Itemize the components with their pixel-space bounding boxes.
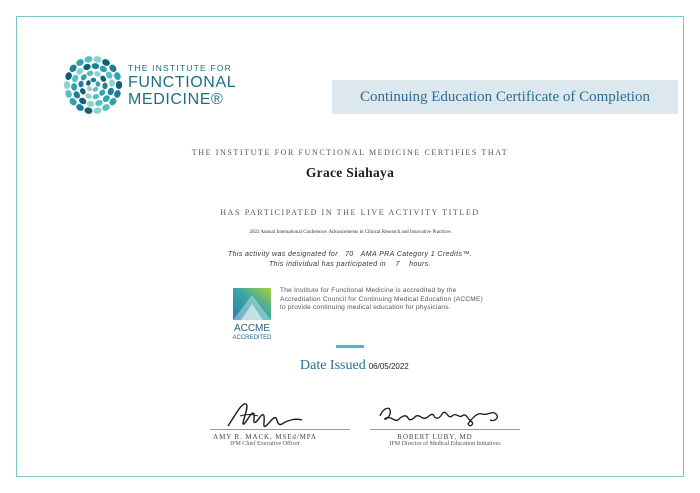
logo-dot bbox=[116, 81, 122, 89]
signatory-title-2: IFM Director of Medical Education Initiatives bbox=[389, 441, 501, 447]
logo-dot bbox=[78, 81, 84, 88]
logo-dot bbox=[64, 71, 73, 81]
participated-statement: HAS PARTICIPATED IN THE LIVE ACTIVITY TITLED bbox=[220, 208, 480, 217]
signatory-name-1: AMY R. MACK, MSEd/MPA bbox=[213, 433, 317, 441]
logo-dot bbox=[107, 87, 115, 96]
logo-dot bbox=[93, 107, 102, 115]
signatory-name-2: ROBERT LUBY, MD bbox=[397, 433, 473, 441]
logo-dot bbox=[84, 92, 92, 99]
logo-dot bbox=[95, 81, 100, 87]
logo-dot bbox=[93, 70, 101, 77]
logo-dot bbox=[91, 63, 99, 70]
credit-type: AMA PRA Category 1 Credits™. bbox=[360, 251, 473, 258]
logo-dot bbox=[75, 58, 85, 68]
logo-line-2: FUNCTIONAL bbox=[128, 73, 237, 91]
accme-logo-icon bbox=[231, 286, 273, 342]
accreditation-statement: The Institute for Functional Medicine is accredited by the Accreditation Council for Continuing Medical Education (ACCME) to provide continuing medical education for physicians. bbox=[280, 287, 483, 312]
logo-dot bbox=[92, 93, 100, 100]
logo-dot bbox=[71, 83, 78, 91]
ifm-logo-icon bbox=[62, 55, 124, 115]
hours-suffix: hours. bbox=[409, 260, 432, 268]
logo-dot bbox=[85, 80, 91, 87]
hours-line bbox=[0, 260, 700, 270]
signature-amy-mack bbox=[222, 396, 304, 432]
logo-dot bbox=[71, 74, 79, 83]
signatory-title-1: IFM Chief Executive Officer bbox=[230, 441, 300, 447]
hours-count: 7 bbox=[395, 260, 400, 268]
logo-dot bbox=[80, 73, 88, 81]
signature-line-2 bbox=[370, 429, 520, 430]
accme-logo-sublabel: ACCREDITED bbox=[232, 335, 272, 341]
logo-dot bbox=[98, 89, 106, 97]
ifm-logo-text bbox=[128, 64, 236, 108]
logo-dot bbox=[90, 78, 96, 83]
credit-count: 70 bbox=[345, 251, 354, 258]
logo-dot bbox=[86, 70, 94, 77]
logo-dot bbox=[109, 79, 116, 87]
logo-dot bbox=[64, 81, 70, 89]
logo-dot bbox=[101, 103, 111, 113]
logo-dot bbox=[82, 63, 91, 71]
date-value: 06/05/2022 bbox=[368, 362, 409, 371]
logo-dot bbox=[86, 100, 94, 107]
logo-dot bbox=[113, 89, 122, 99]
section-divider bbox=[336, 345, 364, 348]
logo-dot bbox=[94, 99, 103, 107]
credit-line bbox=[0, 250, 700, 260]
recipient-name: Grace Siahaya bbox=[305, 165, 395, 180]
signature-robert-luby bbox=[376, 402, 506, 430]
logo-dot bbox=[79, 87, 87, 95]
logo-dot bbox=[92, 86, 99, 93]
logo-dot bbox=[84, 56, 93, 64]
date-issued bbox=[300, 358, 409, 374]
credit-designation bbox=[0, 250, 700, 269]
logo-dot bbox=[86, 85, 93, 92]
logo-dot bbox=[102, 82, 108, 89]
designation-prefix: This activity was designated for bbox=[227, 251, 338, 258]
logo-dot bbox=[99, 75, 107, 83]
activity-title: 2022 Annual International Conference: Advancements in Clinical Research and Innovative Practices bbox=[249, 230, 451, 235]
hours-prefix: This individual has participated in bbox=[268, 260, 387, 268]
signature-line-1 bbox=[210, 429, 350, 430]
logo-dot bbox=[93, 56, 102, 64]
logo-line-3: MEDICINE® bbox=[128, 90, 224, 108]
logo-line-1: THE INSTITUTE FOR bbox=[128, 63, 232, 73]
accme-logo-label: ACCME bbox=[233, 323, 271, 334]
certifies-statement: THE INSTITUTE FOR FUNCTIONAL MEDICINE CERTIFIES THAT bbox=[191, 148, 509, 157]
logo-dot bbox=[84, 107, 93, 115]
date-label: Date Issued bbox=[300, 358, 366, 373]
logo-dot bbox=[64, 89, 73, 99]
certificate-title: Continuing Education Certificate of Completion bbox=[332, 80, 678, 114]
logo-dot bbox=[113, 71, 122, 81]
